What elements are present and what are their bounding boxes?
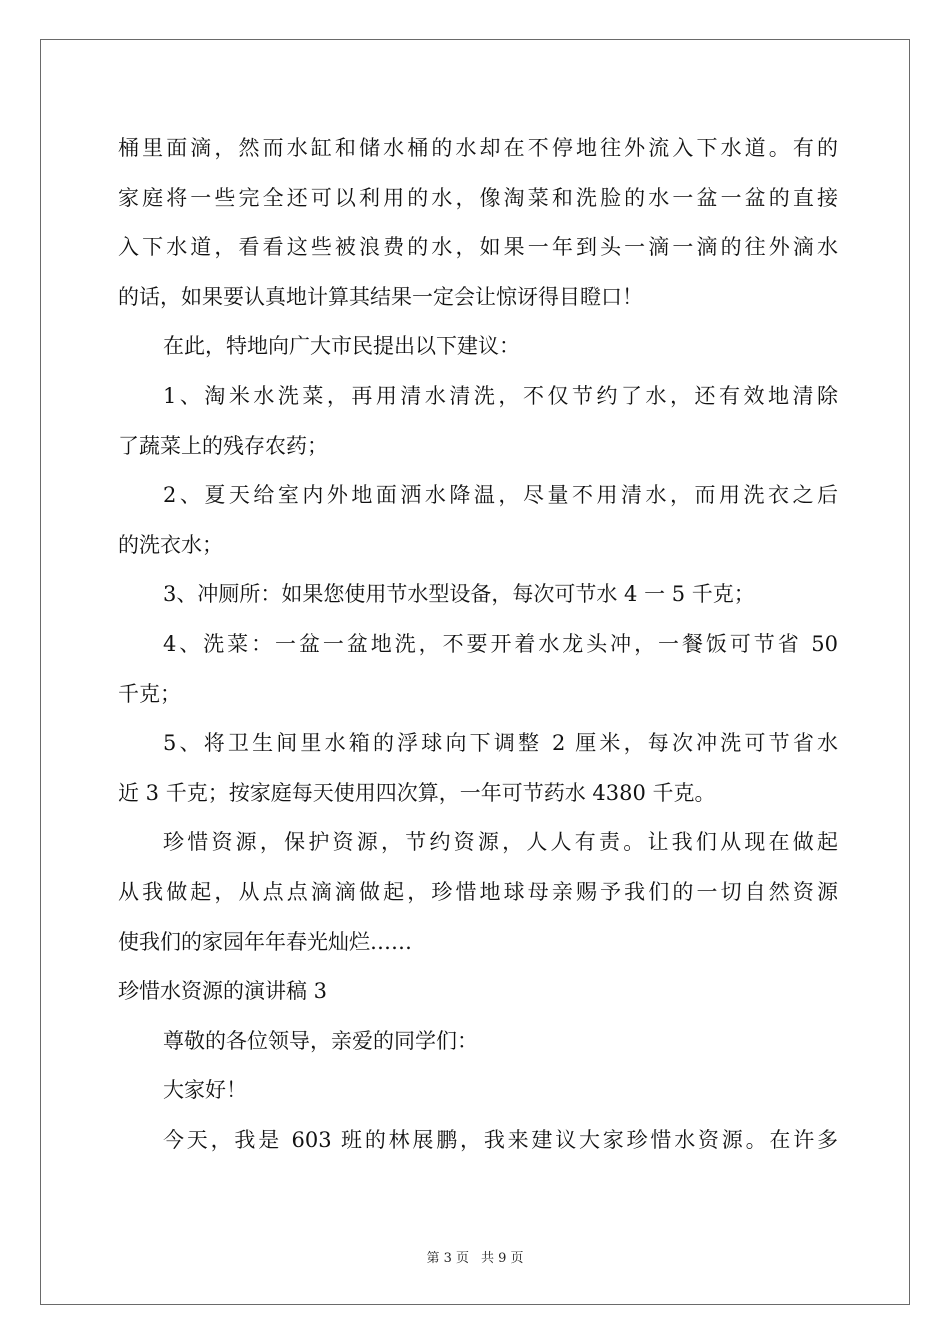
text-line: 了蔬菜上的残存农药； xyxy=(118,433,328,458)
salutation: 尊敬的各位领导，亲爱的同学们： xyxy=(163,1028,478,1053)
page-number-current: 第 3 页 xyxy=(426,1251,469,1266)
greeting: 大家好！ xyxy=(163,1078,247,1103)
list-item-5: 5、将卫生间里水箱的浮球向下调整 2 厘米，每次冲洗可节省水 xyxy=(163,731,838,756)
list-item-2: 2、夏天给室内外地面洒水降温，尽量不用清水，而用洗衣之后 xyxy=(163,483,838,508)
list-item-1: 1、淘米水洗菜，再用清水清洗，不仅节约了水，还有效地清除 xyxy=(163,383,838,408)
text-line: 入下水道，看看这些被浪费的水，如果一年到头一滴一滴的往外滴水 xyxy=(118,235,838,260)
text-line: 桶里面滴，然而水缸和储水桶的水却在不停地往外流入下水道。有的 xyxy=(118,136,838,160)
paragraph-start: 珍惜资源，保护资源，节约资源，人人有责。让我们从现在做起 xyxy=(163,830,838,855)
page-footer xyxy=(0,1247,950,1266)
list-item-4: 4、洗菜：一盆一盆地洗，不要开着水龙头冲，一餐饭可节省 50 xyxy=(163,631,838,656)
text-line: 的洗衣水； xyxy=(118,532,223,557)
paragraph-start: 今天，我是 603 班的林展鹏，我来建议大家珍惜水资源。在许多 xyxy=(163,1127,838,1152)
text-line: 家庭将一些完全还可以利用的水，像淘菜和洗脸的水一盆一盆的直接 xyxy=(118,185,838,210)
text-line: 从我做起，从点点滴滴做起，珍惜地球母亲赐予我们的一切自然资源 xyxy=(118,879,838,904)
text-line: 的话，如果要认真地计算其结果一定会让惊讶得目瞪口！ xyxy=(118,284,643,309)
text-line: 近 3 千克；按家庭每天使用四次算，一年可节药水 4380 千克。 xyxy=(118,780,716,805)
page-number-total: 共 9 页 xyxy=(481,1251,524,1266)
paragraph-start: 在此，特地向广大市民提出以下建议： xyxy=(163,334,520,359)
text-line: 千克； xyxy=(118,681,181,706)
list-item-3: 3、冲厕所：如果您使用节水型设备，每次可节水 4 一 5 千克； xyxy=(163,582,755,607)
text-line: 使我们的家园年年春光灿烂…… xyxy=(118,929,412,954)
section-heading: 珍惜水资源的演讲稿 3 xyxy=(118,979,328,1004)
document-body xyxy=(118,124,838,1165)
